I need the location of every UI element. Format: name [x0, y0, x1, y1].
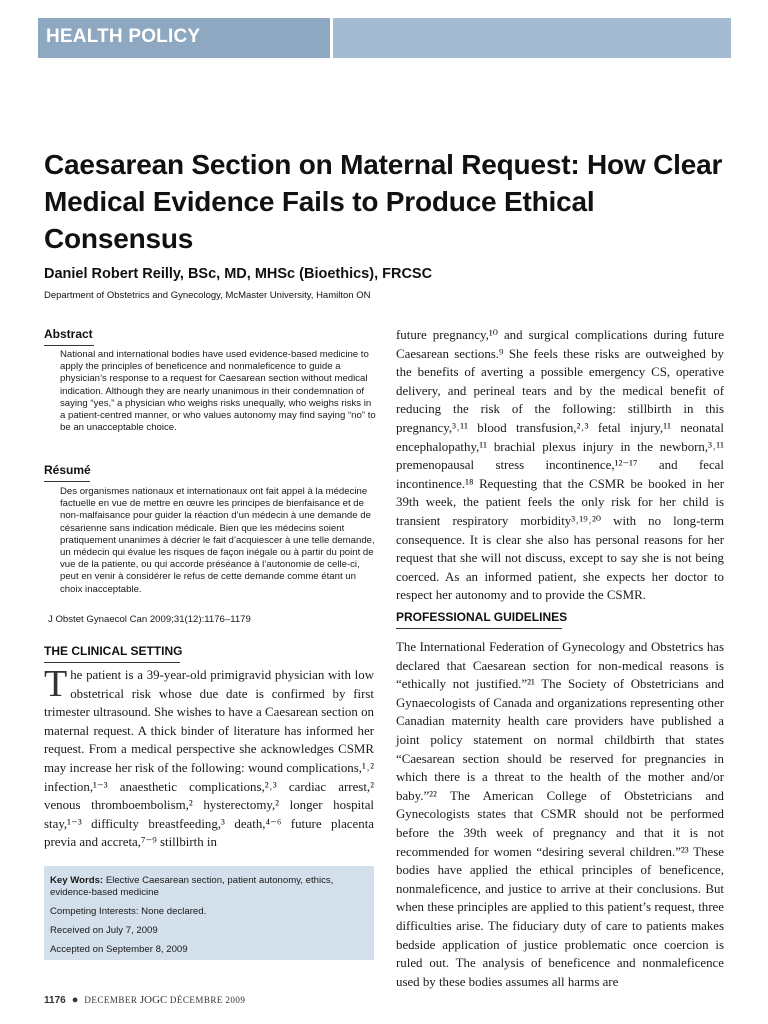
clinical-setting-heading: THE CLINICAL SETTING	[44, 644, 182, 663]
page-number: 1176	[44, 995, 66, 1006]
clinical-setting-text	[44, 663, 374, 852]
clinical-setting-body: he patient is a 39-year-old primigravid physician with low obstetrical risk whose due date is confirmed by first trimester ultrasound. She wishes to have a Caesarean section on maternal request. A thick binder of literature has informed her request. From a medical perspective she acknowledges CSMR may increase her risk of the following: wound complications,¹˒² infection,¹⁻³ anaesthetic complications,²˒³ cardiac arrest,² venous thromboembolism,² hysterectomy,² longer hospital stay,¹⁻³ difficulty breastfeeding,³ death,⁴⁻⁶ future placenta previa and accreta,⁷⁻⁹ stillbirth in	[44, 668, 374, 850]
received-date: Received on July 7, 2009	[50, 925, 158, 936]
resume-text: Des organismes nationaux et internationaux ont fait appel à la médecine factuelle en vue de mettre en œuvre les principes de bienfaisance et de non-malfaisance pour guider la réaction d’un médecin à une demande de césarienne sans indication médicale. Bien que les médecins soient pratiquement unanimes à décrier le fait d’acquiescer à une telle demande, un médecin qui évalue les risques de façon inégale ou à partir du point de vue de la patiente, ou qui accorde préséance à l’autonomie de celle-ci, peut en venir à considérer le refus de cette demande comme étant un choix inacceptable.	[60, 486, 375, 595]
article-author: Daniel Robert Reilly, BSc, MD, MHSc (Bioethics), FRCSC	[44, 266, 433, 282]
abstract-text: National and international bodies have used evidence-based medicine to apply the principles of beneficence and nonmaleficence to guide a physician’s response to a request for Caesarean section without medical indication. Although they are nearly unanimous in their condemnation of saying “yes,” a physician who weighs risks unequally, who weighs risks in a patient-centred manner, or who values autonomy may find saying “no” to be an unacceptable choice.	[60, 349, 376, 434]
clinical-setting-continuation: future pregnancy,¹⁰ and surgical complications during future Caesarean sections.⁹ She feels these risks are outweighed by the benefits of averting a possible emergency CS, operative delivery, and perineal tears and by the medical benefit of reducing the risk of the following: stillbirth in this pregnancy,³˒¹¹ blood transfusion,²˒³ fetal injury,¹¹ neonatal encephalopathy,¹¹ brachial plexus injury in the newborn,³˒¹¹ premenopausal stress incontinence,¹²⁻¹⁷ and fecal incontinence.¹⁸ Requesting that the CSMR be booked in her 39th week, the patient feels the only risk for her child is transient respiratory morbidity³˒¹⁹˒²⁰ with no long-term consequence. It is clear she also has personal reasons for her request that she will not discuss, except to say she is not being coerced. As an informed patient, she expects her doctor to respect her autonomy and to provide the CSMR.	[396, 328, 724, 603]
footer-year: 2009	[225, 995, 246, 1005]
author-affiliation: Department of Obstetrics and Gynecology, McMaster University, Hamilton ON	[44, 290, 371, 301]
professional-guidelines-heading: PROFESSIONAL GUIDELINES	[396, 610, 567, 629]
footer-month-en: DECEMBER	[84, 995, 138, 1005]
bullet-icon: ●	[71, 994, 79, 1006]
article-info-box	[44, 866, 374, 960]
accepted-date: Accepted on September 8, 2009	[50, 944, 188, 955]
page-footer	[44, 994, 245, 1006]
footer-month-fr: DÉCEMBRE	[169, 995, 223, 1005]
professional-guidelines-text: The International Federation of Gynecology and Obstetrics has declared that Caesarean section for non-medical reasons is “ethically not justified.”²¹ The Society of Obstetricians and Gynaecologists of Canada and organizations representing other Canadian maternity health care providers have published a joint policy statement on normal childbirth that states “Caesarean section should be reserved for pregnancies in which there is a threat to the health of the mother and/or baby.”²² The American College of Obstetricians and Gynecologists states that CSMR should not be performed before the 39th week of pregnancy and that it is not recommended for women “desiring several children.”²³ These bodies have applied the ethical principles of beneficence, nonmaleficence, and justice to arrive at their conclusions. But when these principles are applied to this patient’s request, three difficulties arise. The fiduciary duty of care to patients makes bedside application of justice problematic once coercion is ruled out. The analysis of beneficence and nonmaleficence used by these bodies assumes all harms are	[396, 640, 724, 989]
header-bar-right	[333, 18, 731, 58]
section-label: HEALTH POLICY	[46, 26, 201, 47]
abstract-heading: Abstract	[44, 327, 94, 346]
footer-journal: JOGC	[139, 994, 168, 1006]
journal-citation: J Obstet Gynaecol Can 2009;31(12):1176–1179	[48, 614, 251, 625]
resume-heading: Résumé	[44, 463, 91, 482]
article-title: Caesarean Section on Maternal Request: How Clear Medical Evidence Fails to Produce Ethical Consensus	[44, 149, 723, 254]
drop-cap: T	[44, 663, 68, 705]
keywords: Key Words: Elective Caesarean section, patient autonomy, ethics, evidence-based medicine	[50, 875, 334, 898]
competing-interests: Competing Interests: None declared.	[50, 906, 207, 917]
